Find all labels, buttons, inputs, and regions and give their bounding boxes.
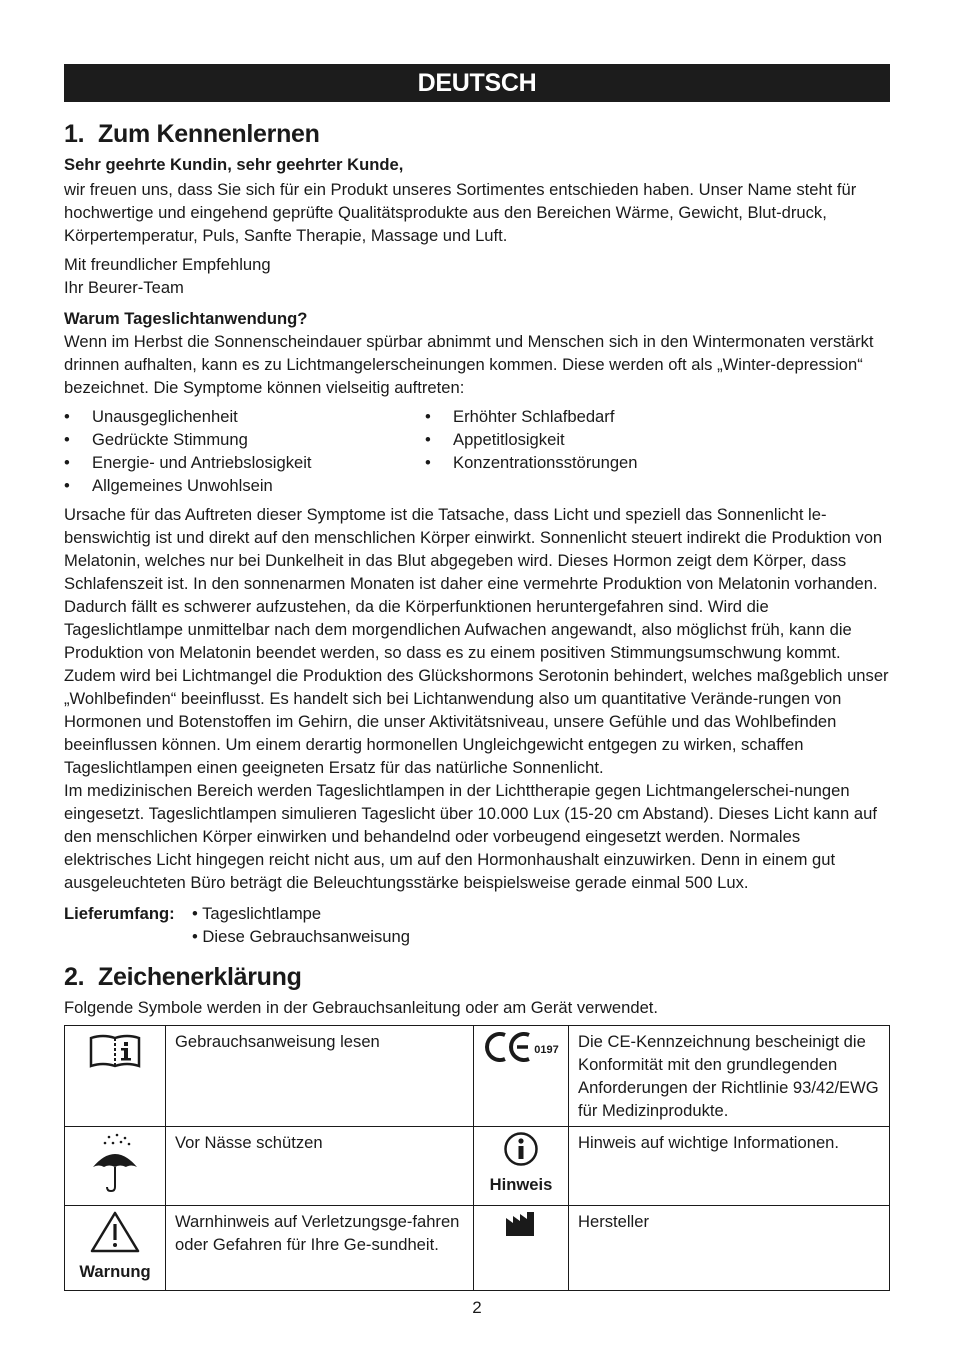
page-content xyxy=(64,64,890,1291)
list-item: • Unausgeglichenheit xyxy=(64,405,425,428)
symbol-description: Warnhinweis auf Verletzungsge-fahren oder Gefahren für Ihre Ge-sundheit. xyxy=(166,1206,474,1291)
info-circle-icon xyxy=(474,1131,568,1173)
symbol-description: Die CE-Kennzeichnung bescheinigt die Konformität mit den grundlegenden Anforderungen der Richtlinie 93/42/EWG für Medizinprodukte. xyxy=(569,1026,890,1127)
warning-icon-caption: Warnung xyxy=(79,1262,151,1281)
symbols-table xyxy=(64,1025,890,1291)
symptom-list-right xyxy=(425,405,638,497)
list-item: • Konzentrationsstörungen xyxy=(425,451,638,474)
list-item: • Gedrückte Stimmung xyxy=(64,428,425,451)
ce-notified-body-number: 0197 xyxy=(534,1044,559,1056)
table-row xyxy=(65,1026,890,1127)
section-1-number: 1. xyxy=(64,120,85,148)
book-info-icon xyxy=(87,1055,143,1074)
closing-line-2: Ihr Beurer-Team xyxy=(64,278,184,297)
symptom-list xyxy=(64,405,890,497)
cause-paragraph: Ursache für das Auftreten dieser Symptome ist die Tatsache, dass Licht und speziell das Sonnenlicht le-benswichtig ist und direkt auf den menschlichen Körper einwirkt. Sonnenlicht steuert indirekt die Produktion von Melatonin, welches nur bei Dunkelheit in das Blut abgegeben wird. Dieses Hormon zeigt dem Körper, dass Schlafenszeit ist. In den sonnenarmen Monaten ist daher eine vermehrte Produktion von Melatonin vorhanden. Dadurch fällt es schwerer aufzustehen, da die Körperfunktionen heruntergefahren sind. Wird die Tageslichtlampe unmittelbar nach dem morgendlichen Aufwachen angewandt, also möglichst früh, kann die Produktion von Melatonin beendet werden, so dass es zu einem positiven Stimmungsumschwung kommt. Zudem wird bei Lichtmangel die Produktion des Glückshormons Serotonin behindert, welches maßgeblich unser „Wohlbefinden“ beeinflusst. Es handelt sich bei Lichtanwendung also um quantitative Verände-rungen von Hormonen und Botenstoffen im Gehirn, die unser Aktivitätsniveau, unsere Gefühle und das Wohlbefinden beeinflussen können. Um einem derartig hormonellen Ungleichgewicht entgegen zu wirken, schaffen Tageslichtlampen einen geeigneten Ersatz für das natürliche Sonnenlicht. xyxy=(64,505,889,777)
warning-triangle-icon xyxy=(65,1210,165,1260)
symbol-cell xyxy=(474,1026,569,1127)
why-heading: Warum Tageslichtanwendung? xyxy=(64,309,308,328)
symbol-description: Gebrauchsanweisung lesen xyxy=(166,1026,474,1127)
table-row xyxy=(65,1206,890,1291)
symbol-description: Vor Nässe schützen xyxy=(166,1127,474,1206)
symbol-cell xyxy=(65,1026,166,1127)
symbol-description: Hersteller xyxy=(569,1206,890,1291)
list-item: • Erhöhter Schlafbedarf xyxy=(425,405,638,428)
section-1-title: Zum Kennenlernen xyxy=(98,120,320,148)
delivery-label: Lieferumfang: xyxy=(64,904,175,923)
medical-paragraph: Im medizinischen Bereich werden Tageslichtlampen in der Lichttherapie gegen Lichtmangelerschei-nungen eingesetzt. Tageslichtlampen simulieren Tageslicht über 10.000 Lux (15-20 cm Abstand). Dieses Licht kann auf den menschlichen Körper einwirken und behandelnd oder vorbeugend eingesetzt werden. Normales elektrisches Licht hingegen reicht nicht aus, um auf den Hormonhaushalt einzuwirken. Denn in einem gut ausgeleuchteten Büro beträgt die Beleuchtungsstärke beispielsweise gerade einmal 500 Lux. xyxy=(64,781,877,892)
symbol-description: Hinweis auf wichtige Informationen. xyxy=(569,1127,890,1206)
symptom-list-left xyxy=(64,405,425,497)
umbrella-rain-icon xyxy=(87,1178,143,1197)
list-item: • Energie- und Antriebslosigkeit xyxy=(64,451,425,474)
list-item: • Tageslichtlampe xyxy=(192,904,322,923)
symbol-cell xyxy=(65,1206,166,1291)
symbol-cell xyxy=(474,1127,569,1206)
why-paragraph: Wenn im Herbst die Sonnenscheindauer spürbar abnimmt und Menschen sich in den Wintermonaten verstärkt drinnen aufhalten, kann es zu Lichtmangelerscheinungen kommen. Diese werden oft als „Winter-depression“ bezeichnet. Die Symptome können vielseitig auftreten: xyxy=(64,332,874,397)
intro-paragraph: wir freuen uns, dass Sie sich für ein Produkt unseres Sortimentes entschieden haben. Unser Name steht für hochwertige und eingehend geprüfte Qualitätsprodukte aus den Bereichen Wärme, Gewicht, Blut-druck, Körpertemperatur, Puls, Sanfte Therapie, Massage und Luft. xyxy=(64,180,857,245)
symbol-cell xyxy=(474,1206,569,1291)
delivery-scope xyxy=(64,902,890,948)
list-item: • Allgemeines Unwohlsein xyxy=(64,474,425,497)
closing-line-1: Mit freundlicher Empfehlung xyxy=(64,255,271,274)
table-row xyxy=(65,1127,890,1206)
section-1-heading xyxy=(64,119,890,149)
ce-mark-icon xyxy=(483,1030,558,1064)
section-2-number: 2. xyxy=(64,963,85,991)
manufacturer-icon xyxy=(504,1223,538,1242)
section-2-heading xyxy=(64,962,890,992)
symbols-intro: Folgende Symbole werden in der Gebrauchsanleitung oder am Gerät verwendet. xyxy=(64,998,659,1017)
info-icon-caption: Hinweis xyxy=(489,1175,553,1194)
delivery-items xyxy=(192,902,410,948)
salutation: Sehr geehrte Kundin, sehr geehrter Kunde, xyxy=(64,155,404,174)
list-item: • Diese Gebrauchsanweisung xyxy=(192,927,410,946)
language-header: DEUTSCH xyxy=(64,64,890,102)
symbol-cell xyxy=(65,1127,166,1206)
page-number: 2 xyxy=(472,1298,482,1317)
list-item: • Appetitlosigkeit xyxy=(425,428,638,451)
section-2-title: Zeichenerklärung xyxy=(98,963,302,991)
